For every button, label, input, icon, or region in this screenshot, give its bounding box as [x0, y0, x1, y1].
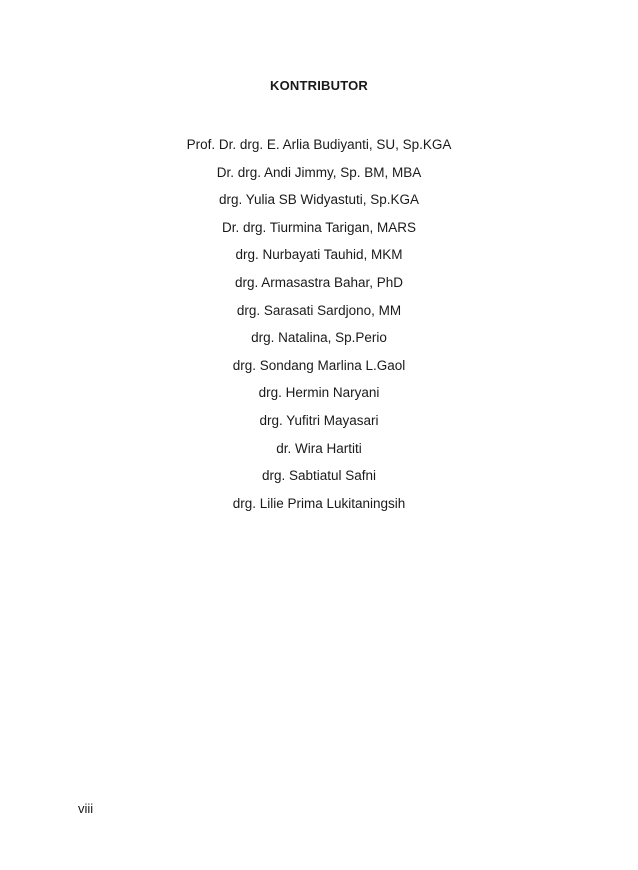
contributor-item: drg. Lilie Prima Lukitaningsih — [232, 495, 406, 511]
contributor-item: drg. Armasastra Bahar, PhD — [234, 274, 404, 290]
contributor-item: Prof. Dr. drg. E. Arlia Budiyanti, SU, Sp.KGA — [186, 137, 452, 152]
contributor-item: drg. Nurbayati Tauhid, MKM — [235, 247, 403, 263]
contributor-item: drg. Hermin Naryani — [258, 385, 380, 401]
page-number: viii — [78, 801, 94, 816]
contributor-item: drg. Yufitri Mayasari — [259, 412, 379, 428]
contributor-item: drg. Sarasati Sardjono, MM — [236, 302, 402, 318]
contributor-item: dr. Wira Hartiti — [276, 440, 362, 456]
contributor-item: Dr. drg. Andi Jimmy, Sp. BM, MBA — [216, 164, 422, 180]
contributor-item: Dr. drg. Tiurmina Tarigan, MARS — [221, 219, 417, 235]
contributor-item: drg. Sabtiatul Safni — [261, 468, 377, 484]
contributor-item: drg. Yulia SB Widyastuti, Sp.KGA — [218, 192, 420, 208]
contributor-item: drg. Sondang Marlina L.Gaol — [232, 357, 406, 373]
contributor-item: drg. Natalina, Sp.Perio — [251, 330, 387, 346]
contributor-list — [0, 131, 638, 517]
page-title: KONTRIBUTOR — [269, 78, 368, 93]
